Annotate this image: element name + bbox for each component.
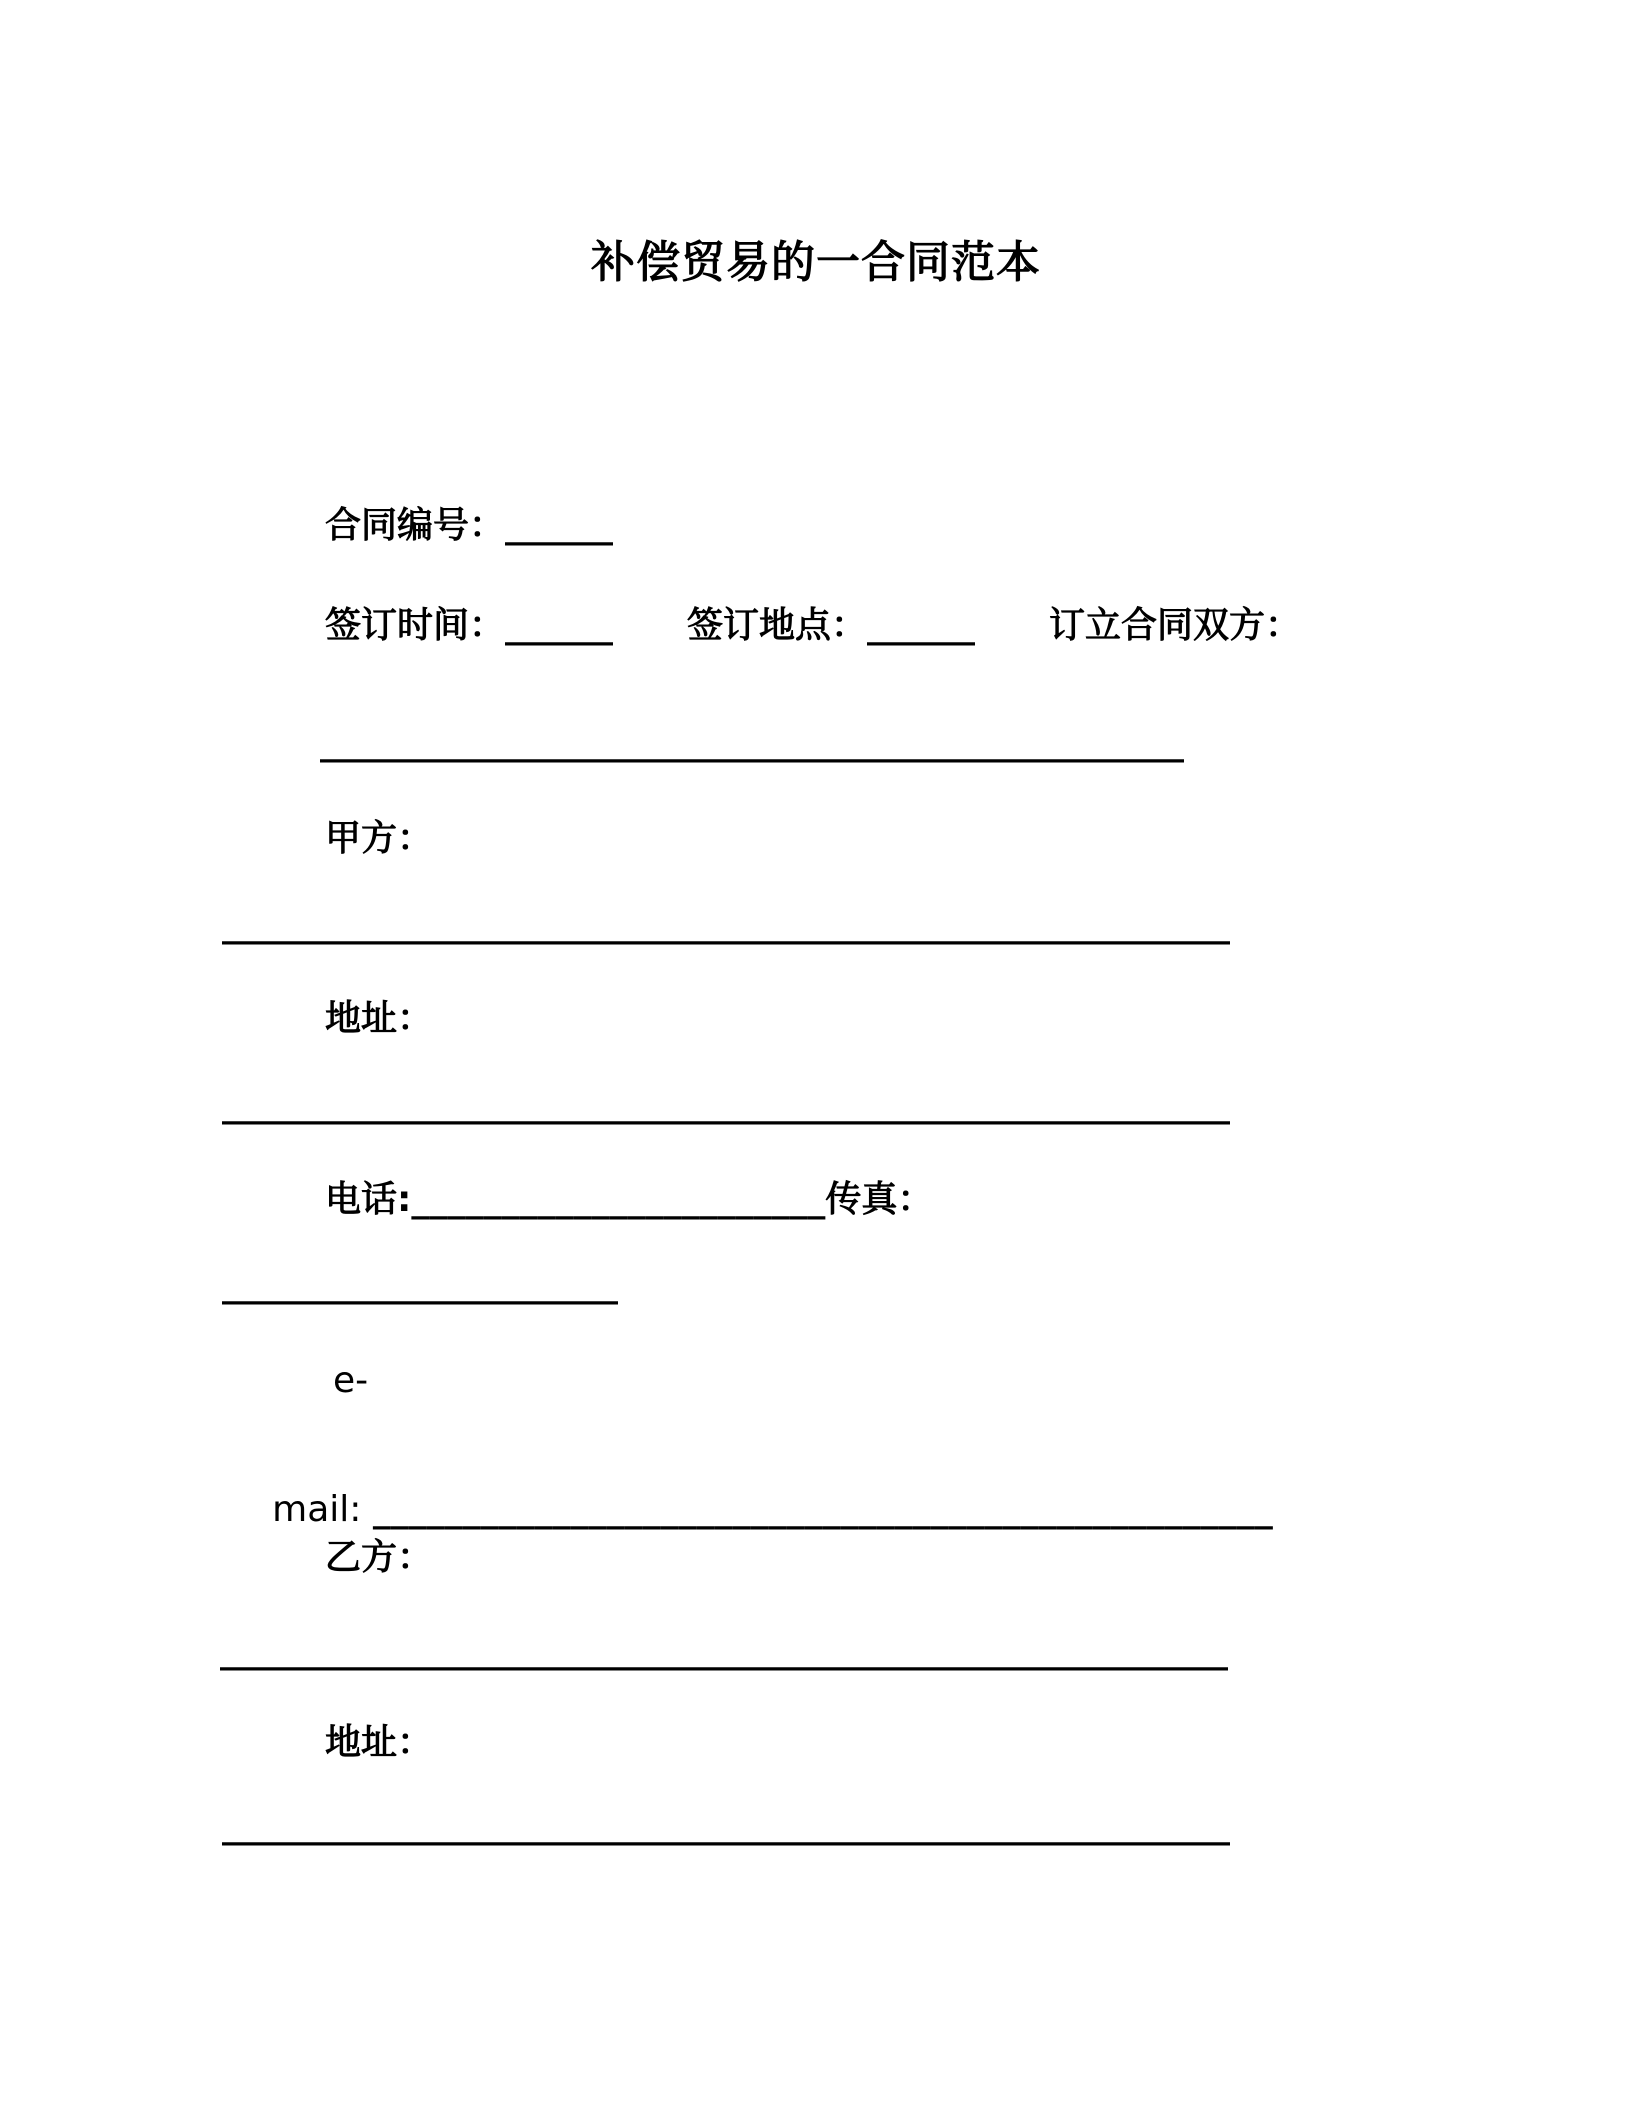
address-a-label: 地址： <box>325 998 434 1039</box>
email-prefix-line: e- <box>333 1360 369 1401</box>
address-b-label: 地址： <box>325 1722 434 1763</box>
email-label: mail: <box>272 1489 373 1530</box>
signing-info-line <box>325 603 1301 648</box>
phone-fax-line: 电话:_______________________传真： <box>325 1179 934 1220</box>
blank-line-address-b: ________________________________________________________ <box>222 1805 1230 1846</box>
blank-line-address-a: ________________________________________________________ <box>222 1084 1230 1125</box>
signing-time-label: 签订时间：______ <box>325 605 614 646</box>
blank-line-party-a: ________________________________________________________ <box>222 904 1230 945</box>
contract-parties-label: 订立合同双方： <box>1049 605 1302 646</box>
party-b-label: 乙方： <box>325 1537 434 1578</box>
blank-line-email: __________________________________________________ <box>372 1489 1273 1530</box>
contract-number-line: 合同编号：______ <box>325 505 614 546</box>
blank-line-fax: ______________________ <box>222 1264 618 1305</box>
document-title: 补偿贸易的一合同范本 <box>591 237 1041 288</box>
blank-line-party-b: ________________________________________________________ <box>220 1630 1228 1671</box>
signing-place-label: 签订地点：______ <box>687 605 976 646</box>
party-a-label: 甲方： <box>325 818 434 859</box>
blank-line-parties: ________________________________________________ <box>320 722 1184 763</box>
